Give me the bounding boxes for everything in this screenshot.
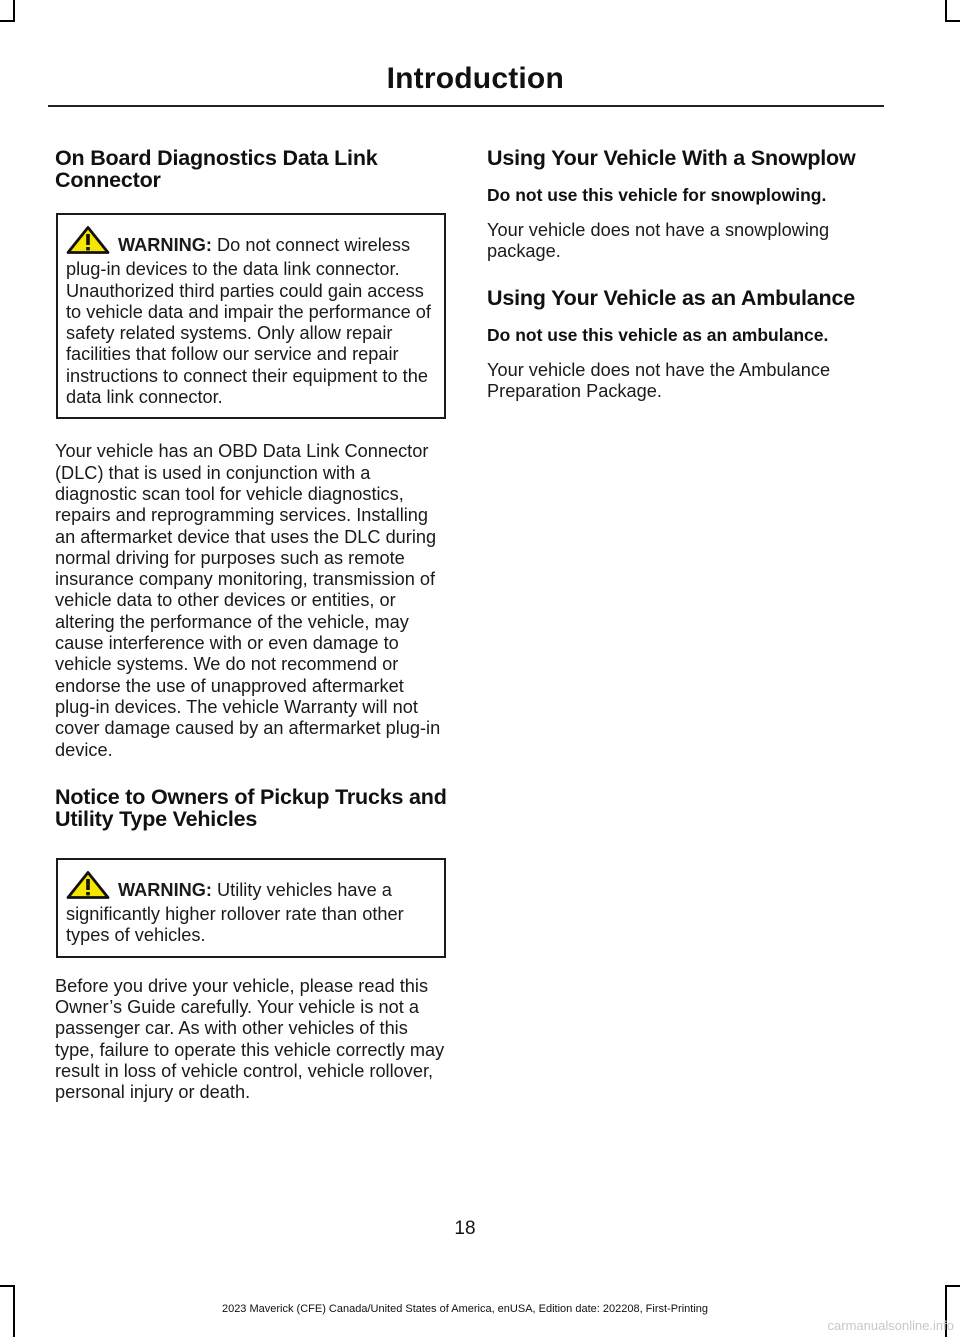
page-title: Introduction (386, 62, 564, 95)
warning-text: Do not connect wireless plug-in devices to the data link connector. Unauthorized third parties could gain access to vehicle data and impair the performance of safety related systems. Only allow repair facilities that follow our service and repair instructions to connect their equipment to the data link connector. (66, 235, 431, 408)
ambulance-heading: Using Your Vehicle as an Ambulance (487, 285, 855, 310)
warning-label: WARNING: (118, 879, 212, 900)
watermark: carmanualsonline.info (827, 1318, 954, 1333)
crop-mark (0, 1285, 15, 1287)
warning-text: Utility vehicles have a significantly higher rollover rate than other types of vehicles. (66, 879, 404, 946)
crop-mark (945, 0, 947, 20)
obd-heading: On Board Diagnostics Data Link Connector (55, 146, 378, 192)
pickup-heading: Notice to Owners of Pickup Trucks and Utility Type Vehicles (55, 784, 447, 831)
edition-footer: 2023 Maverick (CFE) Canada/United States of America, enUSA, Edition date: 202208, First-Printing (221, 1303, 709, 1315)
ambulance-body-text: Your vehicle does not have the Ambulance Preparation Package. (487, 359, 831, 401)
warning-triangle-icon (66, 871, 110, 904)
crop-mark (945, 1285, 960, 1287)
crop-mark (13, 0, 15, 20)
obd-body-text: Your vehicle has an OBD Data Link Connector (DLC) that is used in conjunction with a diagnostic scan tool for vehicle diagnostics, repairs and reprogramming services. Installing an aftermarket device that uses the DLC during normal driving for purposes such as remote insurance company monitoring, transmission of vehicle data to other devices or entities, or altering the performance of the vehicle, may cause interference with or even damage to vehicle systems. We do not recommend or endorse the use of unapproved aftermarket plug-in devices. The vehicle Warranty will not cover damage caused by an aftermarket plug-in device. (55, 441, 441, 760)
snowplow-heading: Using Your Vehicle With a Snowplow (487, 146, 856, 170)
crop-mark (945, 20, 960, 22)
snowplow-body-text: Your vehicle does not have a snowplowing package. (487, 220, 830, 262)
pickup-body-text: Before you drive your vehicle, please read this Owner’s Guide carefully. Your vehicle is not a passenger car. As with other vehicles of this type, failure to operate this vehicle correctly may result in loss of vehicle control, vehicle rollover, personal injury or death. (55, 975, 445, 1103)
left-column (55, 147, 447, 1122)
page-number: 18 (454, 1218, 476, 1239)
warning-label: WARNING: (118, 235, 212, 255)
ambulance-subheading: Do not use this vehicle as an ambulance. (487, 324, 829, 345)
pickup-warning-box (56, 858, 446, 958)
header-rule (48, 105, 884, 107)
crop-mark (0, 20, 15, 22)
right-column (487, 147, 882, 420)
warning-triangle-icon (66, 226, 110, 259)
snowplow-subheading: Do not use this vehicle for snowplowing. (487, 185, 827, 205)
obd-warning-box (56, 213, 446, 419)
